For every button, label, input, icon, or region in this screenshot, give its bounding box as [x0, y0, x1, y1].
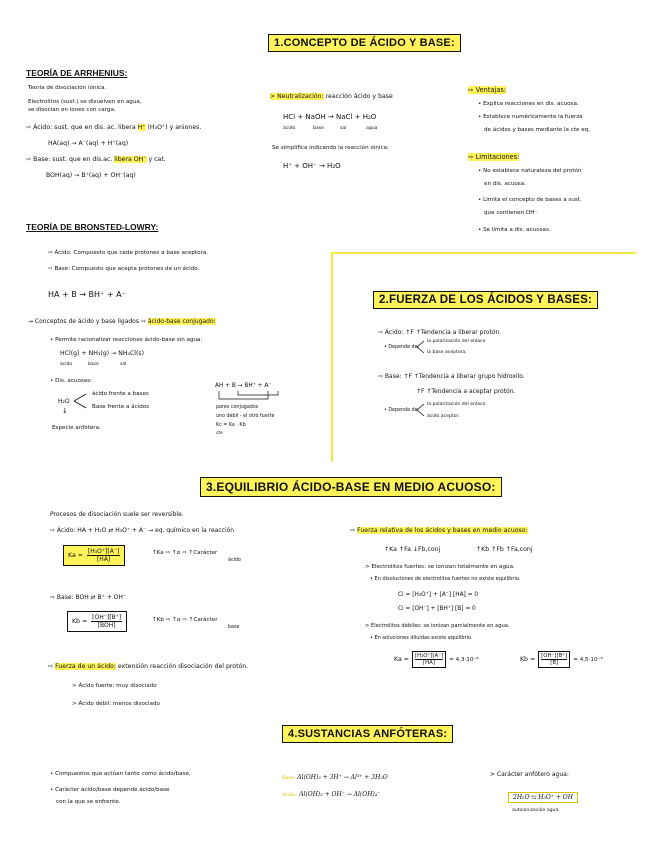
limitaciones-item-4: que contienen OH⁻ [484, 210, 538, 216]
ka-example-fraction [412, 651, 446, 668]
amphoteric-bullet-2: • Carácter ácido/base depende ácido/base [50, 787, 170, 793]
ventajas-item-2: • Establece numéricamente la fuerza [478, 114, 583, 120]
strength-acid-dep-1: la polarización del enlace [427, 339, 486, 344]
kb-note-2: base [228, 625, 240, 630]
strong-acid: > Ácido fuerte: muy disociado [72, 683, 157, 689]
relative-strength-arrow-icon: ⇨ [350, 527, 356, 534]
section-3-title: 3.EQUILIBRIO ÁCIDO-BASE EN MEDIO ACUOSO: [200, 477, 502, 497]
kb-note: ↑Kb ⇨ ↑α ⇨ ↑Carácter [152, 617, 218, 623]
conjugate-kc: Kc = Ka · Kb [216, 423, 246, 428]
ci-base: Ci = [OH⁻] + [BH⁺] [B] = 0 [398, 606, 476, 612]
water-brace-icon [72, 391, 90, 411]
neutralization-equation: HCl + NaOH → NaCl + H₂O [283, 113, 377, 121]
kb-example-value: = 4,5·10⁻⁸ [573, 656, 603, 663]
bronsted-equation: HA + B → BH⁺ + A⁻ [48, 290, 126, 299]
conjugate-pair-lines-icon [216, 389, 286, 403]
strength-acid-depends: • Depende de: [384, 345, 420, 350]
amphoteric-acid-label: Ácido: [282, 793, 298, 798]
limitaciones-item-5: • Se limita a dis. acuosas. [478, 227, 551, 233]
strong-electrolytes: > Electrolitos fuertes: se ionizan totalmente en agua. [365, 564, 515, 570]
amphoteric-acid-equation: Al(OH)₃ + OH⁻ → Al(OH)₄⁻ [299, 791, 381, 798]
down-arrow-icon: ↓ [62, 407, 68, 415]
conjugate-pairs: pares conjugados [216, 405, 259, 410]
water-role-2: Base frente a ácidos [92, 404, 150, 410]
kb-example-denominator: [B] [550, 660, 559, 666]
acid-strength-post: extensión reacción disociación del protón. [117, 663, 249, 670]
section-2-divider-horizontal [331, 252, 636, 254]
limitaciones-label: ⇨ Limitaciones: [468, 153, 520, 161]
arrhenius-acid-highlight: H⁺ [137, 124, 146, 131]
acid-strength-highlight: Fuerza de un ácido: [55, 663, 116, 670]
ka-fraction [87, 548, 120, 563]
neutralization-desc: reacción ácido y base [325, 93, 393, 100]
arrhenius-subtitle: Teoría de disociación iónica. [28, 85, 107, 91]
kb-example-lhs: Kb = [520, 656, 536, 663]
amphoteric-base-equation: Al(OH)₃ + 3H⁺ → Al³⁺ + 3H₂O [297, 774, 388, 781]
limitaciones-item-1: • No establece naturaleza del protón [478, 168, 582, 174]
bronsted-heading: TEORÍA DE BRONSTED-LOWRY: [26, 222, 159, 232]
kb-denominator: [BOH] [97, 622, 116, 629]
ventajas-label: ⇨ Ventajas: [468, 86, 507, 94]
acid-strength-arrow-icon: ⇨ [48, 663, 54, 670]
neutralization-label: > Neutralización: [270, 93, 324, 100]
ka-example-lhs: Ka = [394, 656, 409, 663]
strong-electrolytes-note: • En disoluciones de electrolitos fuertes no existe equilibrio. [370, 576, 521, 582]
neutralization-name-water: agua [366, 126, 378, 131]
section-2-title: 2.FUERZA DE LOS ÁCIDOS Y BASES: [373, 291, 598, 309]
arrhenius-base-highlight: libera OH⁻ [114, 156, 147, 163]
amphoteric-bullet-1: • Compuestos que actúan tanto como ácido/base. [50, 771, 191, 777]
arrhenius-acid-equation: HA(aq) → A⁻(aq) + H⁺(aq) [48, 140, 129, 147]
arrhenius-base-equation: BOH(aq) → B⁺(aq) + OH⁻(aq) [46, 172, 136, 179]
conjugate-concept [28, 318, 216, 326]
neutralization-name-acid: ácido [283, 126, 296, 131]
limitaciones-item-2: en dis. acuosa. [484, 181, 526, 187]
conjugate-weak-strong: uno débil - el otro fuerte [216, 414, 275, 419]
strength-base-dep-1: la polarización del enlace. [427, 402, 487, 407]
acid-depends-brace-icon [414, 339, 426, 355]
base-depends-brace-icon [414, 402, 426, 418]
conjugate-kc-sub: cte [216, 431, 223, 436]
conjugate-highlight: ácido-base conjugado: [147, 318, 216, 325]
relative-strength-highlight: Fuerza relativa de los ácidos y bases en medio acuoso: [357, 527, 528, 534]
relative-strength-base: ↑Kb ↑Fb ↑Fa,conj [476, 546, 533, 553]
strength-base: ⇨ Base: ↑F ↑Tendencia a liberar grupo hidroxilo. [378, 373, 525, 380]
section-2-divider-vertical [331, 252, 333, 462]
strength-base-dep-2: ácido aceptor. [427, 414, 460, 419]
water-autoionization-box [508, 792, 578, 803]
b1-name-acid: ácido [60, 362, 73, 367]
water-label: H₂O [58, 398, 70, 405]
relative-strength-acid: ↑Ka ↑Fa ↓Fb,conj [384, 546, 441, 553]
strength-acid: ⇨ Ácido: ↑F ↑Tendencia a liberar protón. [378, 329, 502, 336]
ka-example [394, 651, 479, 668]
conjugate-equation: AH + B → BH⁺ + A⁻ [215, 383, 272, 389]
ka-numerator: [H₃O⁺][A⁻] [87, 548, 120, 555]
bronsted-acid: ⇨ Ácido: Compuesto que cede protones a base aceptora. [48, 250, 209, 256]
ci-acid: Ci = [H₃O⁺] + [A⁻] [HA] = 0 [398, 592, 479, 598]
neutralization [270, 93, 393, 101]
arrhenius-text-2: se disocian en iones con carga. [28, 107, 116, 113]
ka-note-2: ácido [228, 558, 241, 563]
arrhenius-acid-pre: ⇨ Ácido: sust. que en dis. ac. libera [26, 124, 136, 131]
conjugate-pre: → Conceptos de ácido y base ligados ⇨ [28, 318, 146, 325]
arrhenius-acid-post: (H₃O⁺) y aniones. [147, 124, 202, 131]
kb-example-fraction [538, 651, 570, 668]
section-1-title: 1.CONCEPTO DE ÁCIDO Y BASE: [268, 34, 461, 52]
kb-example [520, 651, 603, 668]
amphoteric-base-eq [282, 774, 388, 781]
neutralization-ionic: H⁺ + OH⁻ → H₂O [283, 162, 341, 170]
strength-base-2: ↑F ↑Tendencia a aceptar protón. [416, 388, 516, 395]
arrhenius-base-post: y cat. [148, 156, 166, 163]
b1-name-salt: sal [120, 362, 127, 367]
water-amphoteric-label: > Carácter anfótero agua: [490, 771, 569, 778]
kb-fraction [91, 614, 122, 629]
bronsted-bullet-1: • Permite racionalizar reacciones ácido-base sin agua: [50, 337, 203, 343]
ventajas-item-3: de ácidos y bases mediante la cte eq. [484, 127, 591, 133]
strength-acid-dep-2: la base aceptora. [427, 350, 467, 355]
weak-electrolytes-note: • En soluciones diluidas existe equilibrio. [370, 635, 473, 641]
amphoteric-species: Especie anfótera. [52, 425, 101, 431]
ka-note: ↑Ka ⇨ ↑α ⇨ ↑Carácter [152, 550, 218, 556]
neutralization-name-base: base [313, 126, 324, 131]
kb-box [67, 611, 127, 632]
arrhenius-acid [26, 124, 201, 132]
bronsted-bullet-1-eq: HCl(g) + NH₃(g) → NH₄Cl(s) [60, 350, 145, 357]
strength-base-depends: • Depende de: [384, 408, 420, 413]
arrhenius-base-pre: ⇨ Base: sust. que en dis.ac. [26, 156, 113, 163]
kb-example-numerator: [OH⁻][B⁺] [541, 653, 568, 659]
water-autoionization-equation: 2H₂O ⇆ H₃O⁺ + OH [513, 794, 573, 801]
weak-acid: > Ácido débil: menos disociado [72, 701, 160, 707]
ventajas-item-1: • Explica reacciones en dis. acuosa. [478, 101, 579, 107]
amphoteric-bullet-2b: con la que se enfrente. [56, 799, 121, 805]
ka-example-numerator: [H₃O⁺][A⁻] [414, 653, 444, 659]
bronsted-bullet-2: • Dis. acuosas: [50, 378, 93, 384]
ka-lhs: Ka = [68, 552, 83, 559]
b1-name-base: base [88, 362, 99, 367]
arrhenius-base [26, 156, 166, 164]
kb-lhs: Kb = [72, 618, 88, 625]
acid-strength [48, 663, 248, 671]
water-role-1: ácido frente a bases [92, 391, 149, 397]
amphoteric-acid-eq [282, 791, 380, 798]
eq-intro: Procesos de disociación suele ser reversible. [50, 511, 184, 518]
section-4-title: 4.SUSTANCIAS ANFÓTERAS: [282, 725, 453, 743]
eq-acid: ⇨ Ácido: HA + H₂O ⇄ H₃O⁺ + A⁻ → eq. químico en la reacción [50, 527, 235, 534]
ka-box [63, 545, 125, 566]
eq-base: ⇨ Base: BOH ⇄ B⁺ + OH⁻ [50, 594, 127, 601]
neutralization-simplify: Se simplifica indicando la reacción iónica: [272, 145, 389, 151]
ka-example-value: = 4,3·10⁻⁸ [449, 656, 479, 663]
bronsted-base: ⇨ Base: Compuesto que acepta protones de un ácido. [48, 266, 200, 272]
weak-electrolytes: > Electrolitos débiles: se ionizan parcialmente en agua. [365, 623, 510, 629]
water-autoionization-label: autoionización agua. [512, 808, 560, 813]
kb-numerator: [OH⁻][B⁺] [92, 614, 122, 621]
neutralization-name-salt: sal [340, 126, 347, 131]
ka-denominator: [HA] [96, 556, 111, 563]
amphoteric-base-label: Base: [282, 776, 296, 781]
relative-strength [350, 527, 528, 535]
arrhenius-text-1: Electrolitos (sust.) se disuelven en agua, [28, 99, 142, 105]
limitaciones-item-3: • Limita el concepto de bases a sust. [478, 197, 582, 203]
arrhenius-heading: TEORÍA DE ARRHENIUS: [26, 68, 128, 78]
ka-example-denominator: [HA] [423, 660, 435, 666]
